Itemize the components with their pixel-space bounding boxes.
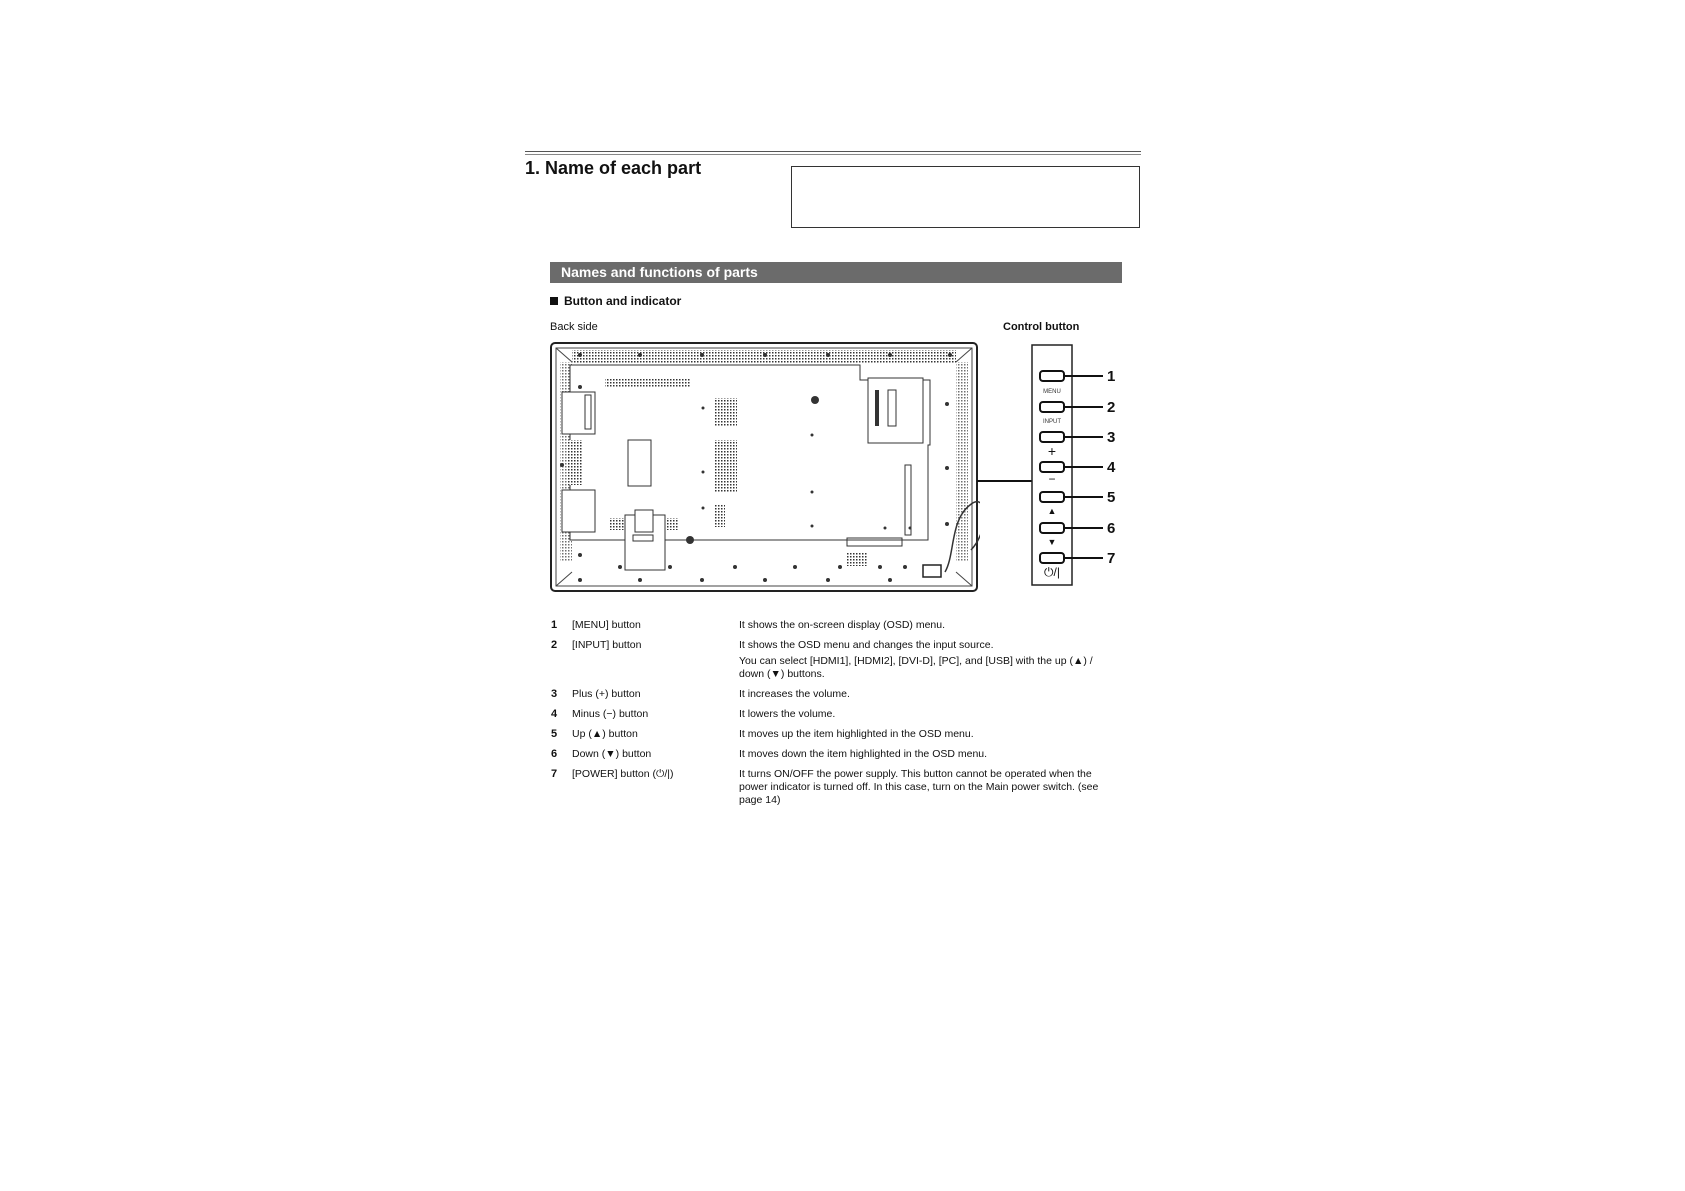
control-caption-down: ▼ [1047,537,1057,547]
control-button-number-3: 3 [1107,429,1116,446]
part-desc-2-extra: You can select [HDMI1], [HDMI2], [DVI-D], [PC], and [USB] with the up (▲) / down (▼) buttons. [739,655,1093,680]
part-number-2: 2 [551,639,558,651]
part-name-4: Minus (−) button [572,708,649,720]
subsection-title: Button and indicator [564,294,682,308]
top-rule [525,151,1141,152]
tv-back-illustration [550,340,980,595]
part-name-2: [INPUT] button [572,639,642,651]
control-button-label: Control button [1003,321,1080,333]
part-desc-1: It shows the on-screen display (OSD) menu. [739,619,946,631]
part-desc-6: It moves down the item highlighted in the OSD menu. [739,748,988,760]
control-caption-up: ▲ [1047,506,1057,516]
control-button-number-5: 5 [1107,489,1116,506]
part-name-5: Up (▲) button [572,728,638,740]
back-side-label: Back side [550,321,598,333]
part-number-4: 4 [551,708,558,720]
part-name-6: Down (▼) button [572,748,652,760]
part-number-1: 1 [551,619,558,631]
part-name-7: [POWER] button (⏻/|) [572,768,674,780]
blank-note-box [791,166,1140,228]
control-caption-plus: + [1047,443,1057,459]
control-caption-power: ⏻/| [1044,565,1060,579]
part-name-1: [MENU] button [572,619,641,631]
control-caption-input: INPUT [1043,419,1061,425]
part-number-6: 6 [551,748,558,760]
part-desc-7: It turns ON/OFF the power supply. This button cannot be operated when the power indicator is turned off. In this case, turn on the Main power switch. (see page 14) [739,768,1099,806]
top-rule-secondary [525,154,1141,155]
control-caption-minus: − [1048,472,1056,486]
banner-title: Names and functions of parts [561,264,758,280]
part-desc-4: It lowers the volume. [739,708,836,720]
control-button-number-4: 4 [1107,459,1116,476]
control-caption-menu: MENU [1043,389,1061,395]
part-desc-2: It shows the OSD menu and changes the input source. [739,639,994,651]
control-button-number-6: 6 [1107,520,1116,537]
control-button-number-7: 7 [1107,550,1116,567]
part-desc-5: It moves up the item highlighted in the OSD menu. [739,728,974,740]
part-number-7: 7 [551,768,558,780]
part-number-5: 5 [551,728,558,740]
section-banner [550,262,1122,283]
square-bullet-icon [550,297,558,305]
part-name-3: Plus (+) button [572,688,641,700]
control-button-number-2: 2 [1107,399,1116,416]
control-button-illustration [1000,340,1140,590]
control-button-number-1: 1 [1107,368,1116,385]
subsection-heading [550,294,681,308]
part-desc-3: It increases the volume. [739,688,850,700]
part-number-3: 3 [551,688,558,700]
section-title: 1. Name of each part [525,158,702,178]
